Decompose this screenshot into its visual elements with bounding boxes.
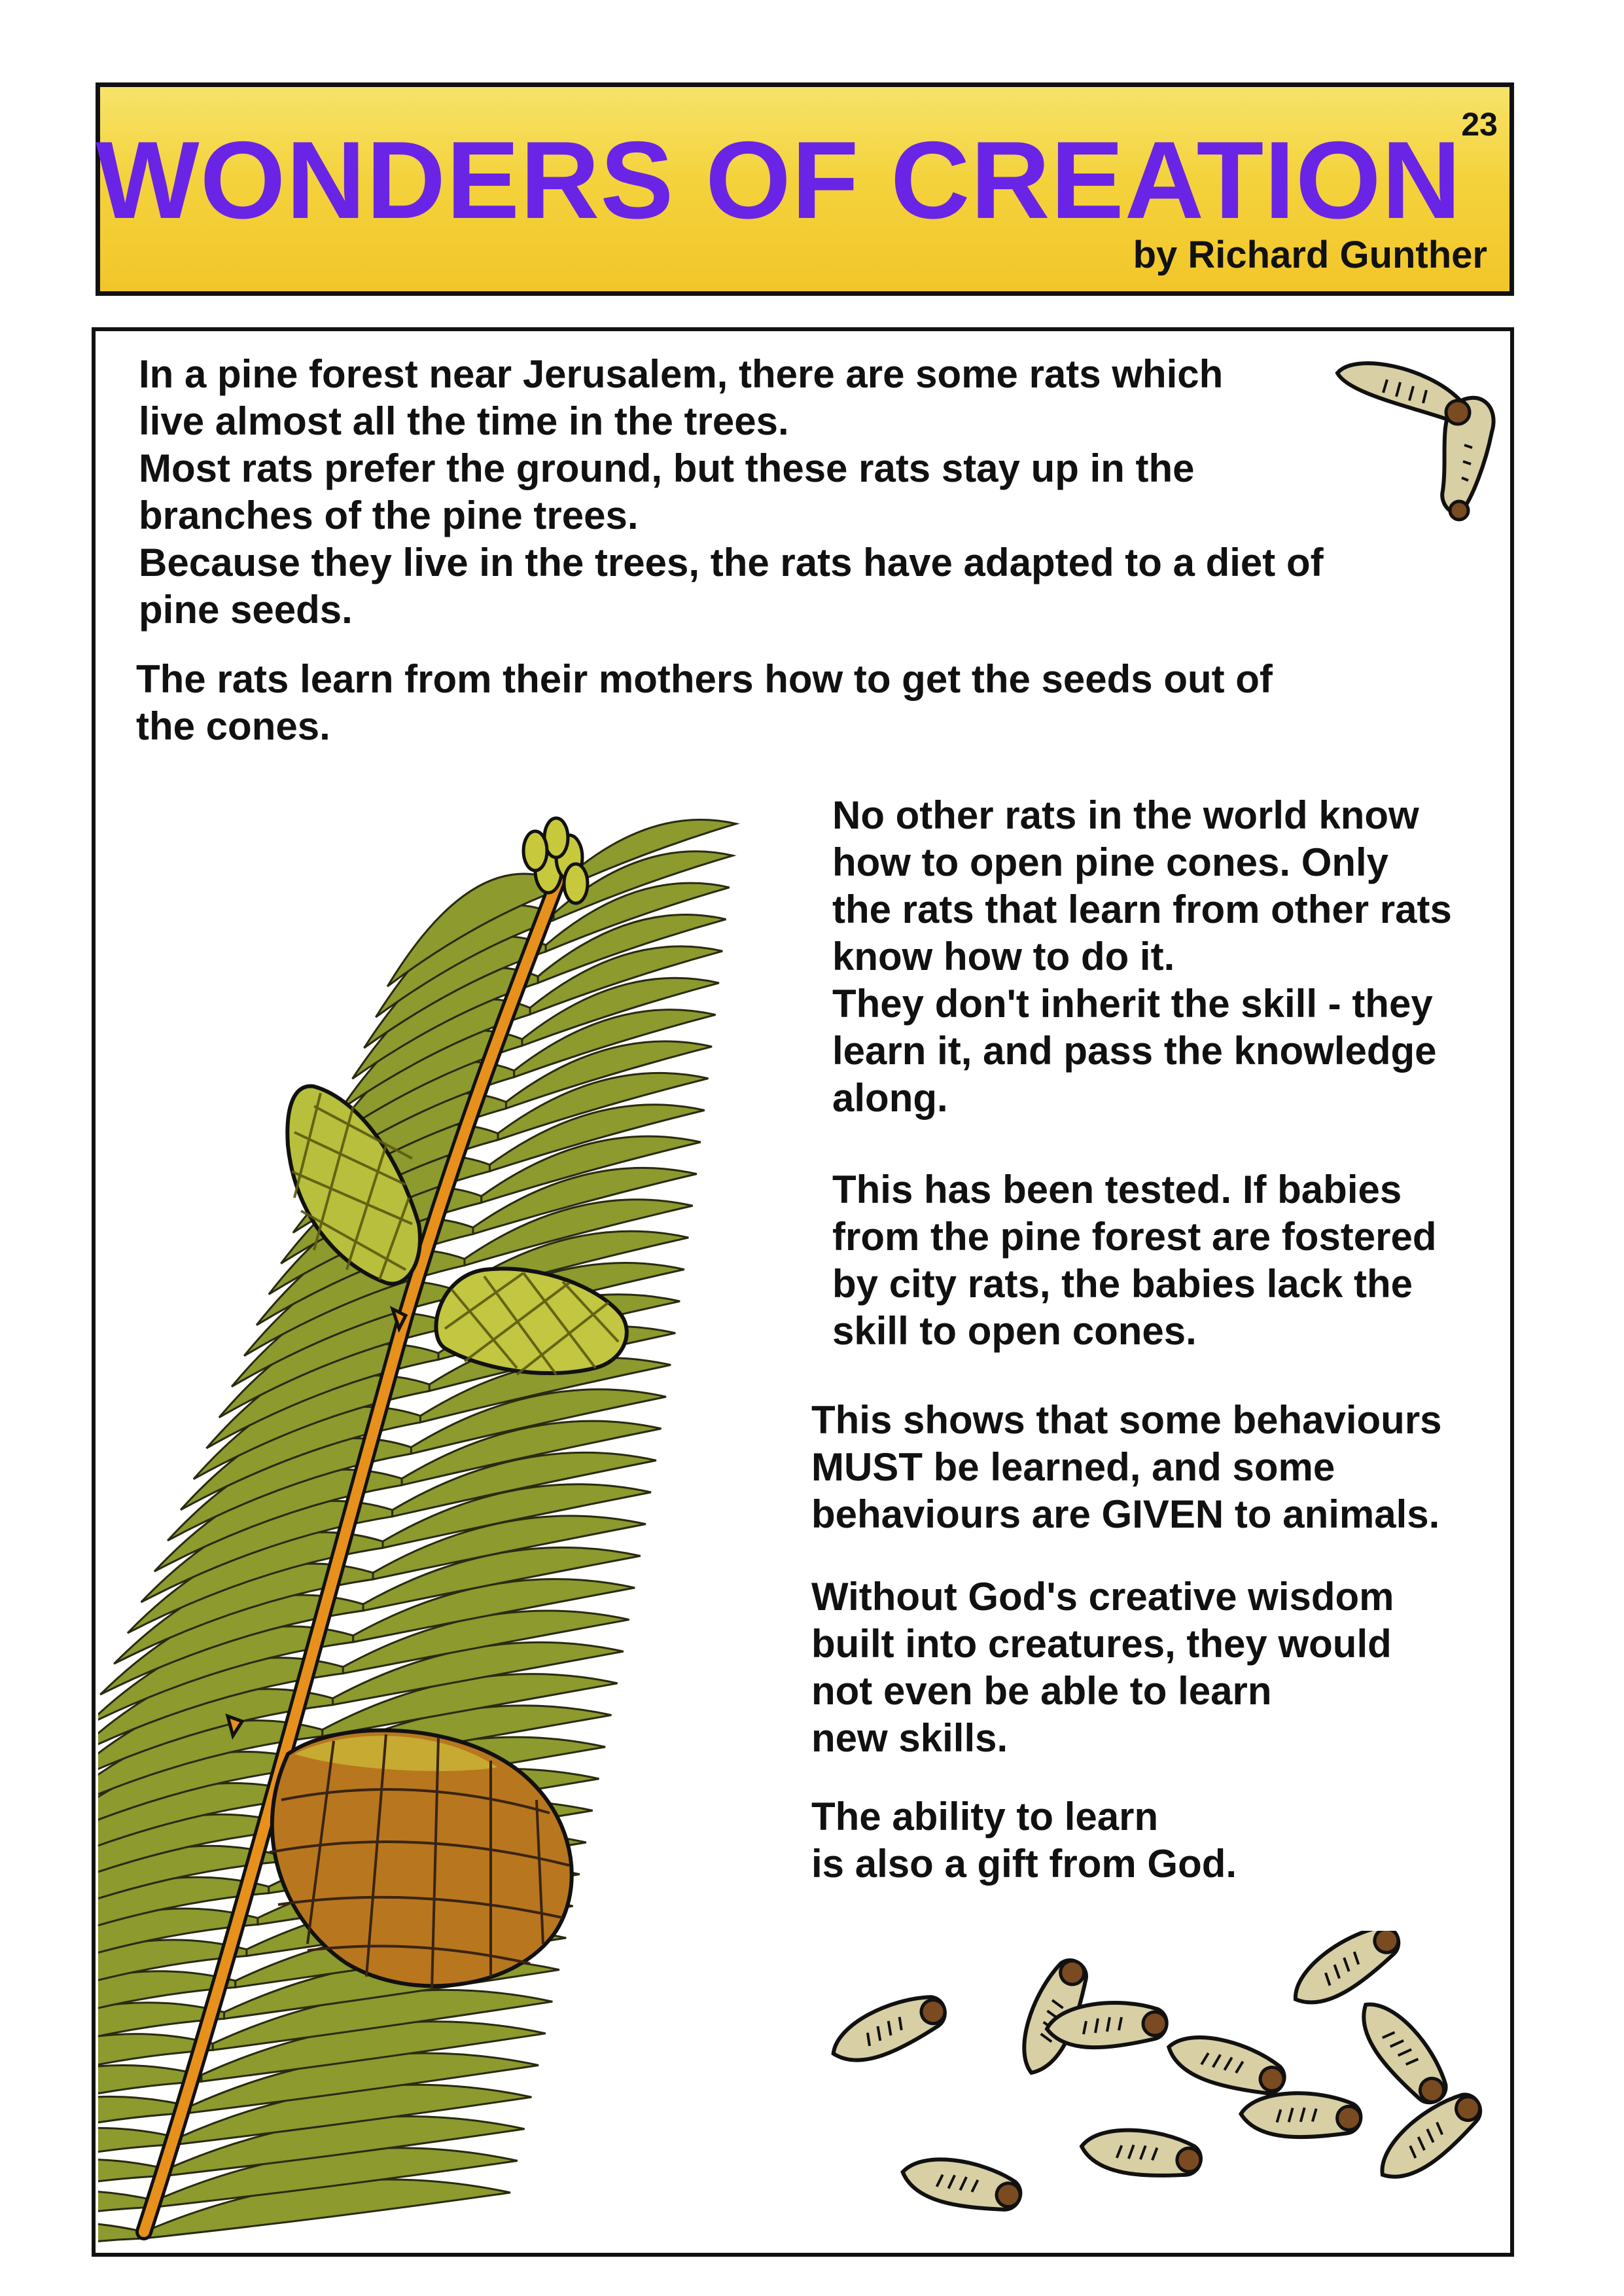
page-title: WONDERS OF CREATION xyxy=(96,118,1462,242)
pine-seed xyxy=(1282,1931,1409,2015)
pine-branch-illustration xyxy=(98,792,811,2251)
pine-seed xyxy=(1350,1990,1456,2113)
pine-seed xyxy=(1239,2088,1362,2143)
seed-tip xyxy=(1336,2106,1362,2131)
intro-paragraph xyxy=(139,351,1324,634)
byline: by Richard Gunther xyxy=(1133,234,1487,276)
text-line: along. xyxy=(832,1076,948,1120)
text-line: know how to do it. xyxy=(832,935,1175,978)
text-line: new skills. xyxy=(811,1716,1008,1760)
text-line: behaviours are GIVEN to animals. xyxy=(811,1492,1440,1536)
text-line: pine seeds. xyxy=(139,588,353,632)
text-line: This shows that some behaviours xyxy=(811,1398,1442,1442)
pine-seed xyxy=(1078,2121,1204,2185)
text-line: They don't inherit the skill - they xyxy=(832,982,1433,1026)
pine-seed xyxy=(1163,2022,1290,2106)
text-line: is also a gift from God. xyxy=(811,1842,1237,1886)
text-line: the rats that learn from other rats xyxy=(832,888,1452,931)
ability-paragraph xyxy=(811,1793,1237,1888)
text-line: This has been tested. If babies xyxy=(832,1168,1402,1211)
text-line: from the pine forest are fostered xyxy=(832,1215,1437,1259)
pine-seed xyxy=(898,2147,1025,2221)
text-line: by city rats, the babies lack the xyxy=(832,1262,1413,1306)
text-line: MUST be learned, and some xyxy=(811,1445,1335,1489)
text-line: skill to open cones. xyxy=(832,1309,1197,1353)
shows-paragraph xyxy=(811,1397,1442,1538)
text-line: learn it, and pass the knowledge xyxy=(832,1029,1437,1073)
pine-needles xyxy=(98,819,736,2251)
seed-tip xyxy=(1143,2012,1167,2036)
scattered-seeds-illustration xyxy=(811,1931,1511,2245)
page-number: 23 xyxy=(1461,106,1498,143)
text-line: The rats learn from their mothers how to get the seeds out of xyxy=(136,657,1273,701)
text-line: In a pine forest near Jerusalem, there are some rats which xyxy=(139,352,1224,396)
pine-seed xyxy=(824,1988,952,2071)
text-line: Because they live in the trees, the rats have adapted to a diet of xyxy=(139,541,1324,584)
tested-paragraph xyxy=(832,1166,1437,1355)
text-line: how to open pine cones. Only xyxy=(832,840,1389,884)
text-line: Most rats prefer the ground, but these rats stay up in the xyxy=(139,446,1195,490)
text-line: The ability to learn xyxy=(811,1795,1159,1839)
seed-pair-icon xyxy=(1328,347,1498,537)
learn-paragraph xyxy=(136,656,1273,750)
seed-body xyxy=(1163,2022,1290,2106)
text-line: No other rats in the world know xyxy=(832,793,1419,837)
text-line: Without God's creative wisdom xyxy=(811,1575,1394,1619)
text-line: built into creatures, they would xyxy=(811,1622,1392,1666)
text-line: branches of the pine trees. xyxy=(139,493,639,537)
text-line: the cones. xyxy=(136,704,330,748)
text-line: not even be able to learn xyxy=(811,1669,1272,1713)
no-other-paragraph xyxy=(832,792,1452,1122)
without-paragraph xyxy=(811,1573,1394,1762)
header-banner xyxy=(96,82,1514,296)
text-line: live almost all the time in the trees. xyxy=(139,399,789,443)
